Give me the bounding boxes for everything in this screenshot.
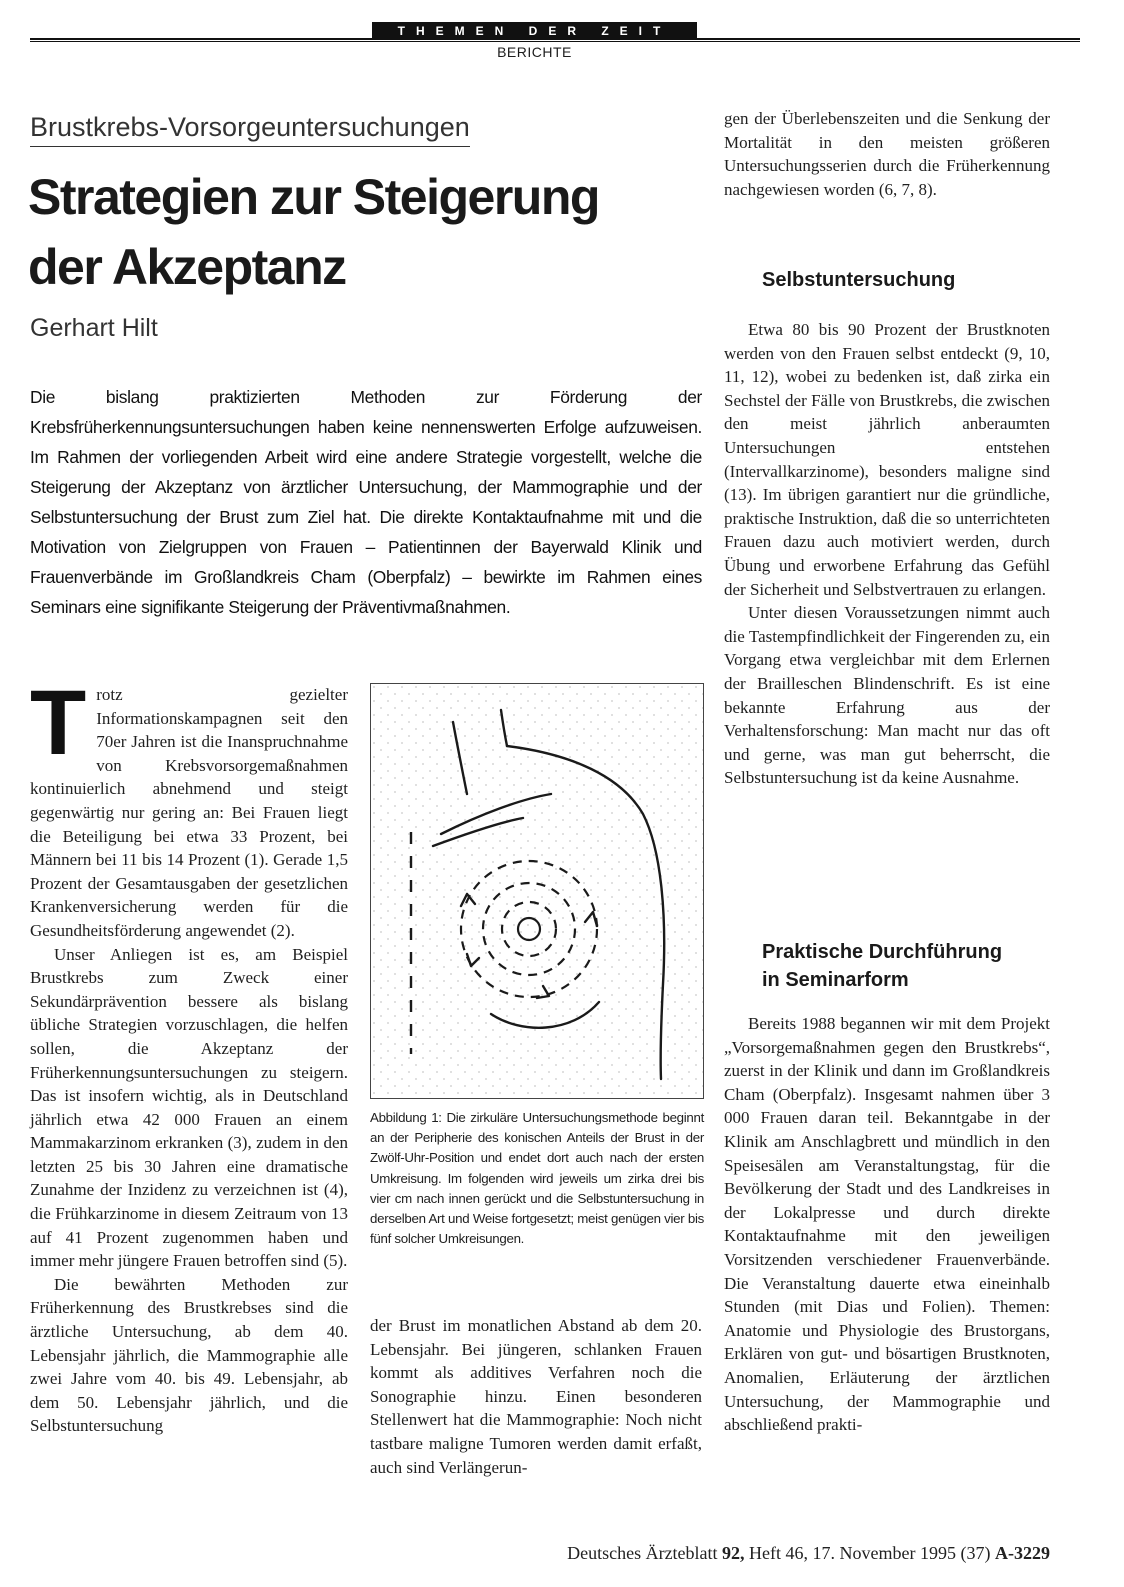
column-3-bottom xyxy=(724,1012,1050,1437)
article-title xyxy=(28,162,688,302)
heading-praktische-durchfuehrung xyxy=(762,938,1002,994)
column-3-mid xyxy=(724,318,1050,790)
figure-self-exam-illustration xyxy=(370,683,704,1099)
figure-caption: Abbildung 1: Die zirkuläre Untersuchungsmethode beginnt an der Peripherie des konischen Anteils der Brust in der Zwölf-Uhr-Position und endet dort auch nach der ersten Umkreisung. Im folgenden wird jeweils um zirka drei bis vier cm nach innen gerückt und die Selbstuntersuchung in derselben Art und Weise fortgesetzt; meist genügen vier bis fünf solcher Umkreisungen. xyxy=(370,1110,704,1247)
paragraph: rotz gezielter Informationskampagnen seit den 70er Jahren ist die Inanspruchnahme von Krebsvorsorgemaßnahmen kontinuierlich abnehmend und steigt gegenwärtig nur gering an: Bei Frauen liegt die Beteiligung bei etwa 33 Prozent, bei Männern bei 11 bis 14 Prozent (1). Gerade 1,5 Prozent der Gesamtausgaben der gesetzlichen Krankenversicherung werden für die Gesundheitsförderung angewendet (2). xyxy=(30,685,348,940)
article-lead: Die bislang praktizierten Methoden zur Förderung der Krebsfrüherkennungsuntersuchungen haben keine nennenswerten Erfolge aufzuweisen. Im Rahmen der vorliegenden Arbeit wird eine andere Strategie vorgestellt, welche die Steigerung der Akzeptanz von ärztlicher Untersuchung, der Mammographie und der Selbstuntersuchung der Brust zum Ziel hat. Die direkte Kontaktaufnahme mit und die Motivation von Zielgruppen von Frauen – Patientinnen der Bayerwald Klinik und Frauenverbände im Großlandkreis Cham (Oberpfalz) – bewirkte im Rahmen eines Seminars eine signifikante Steigerung der Präventivmaßnahmen. xyxy=(30,387,702,617)
paragraph: Unser Anliegen ist es, am Beispiel Brustkrebs zum Zweck einer Sekundärprävention bessere als bislang übliche Strategien vorzuschlagen, die helfen sollen, die Akzeptanz der Früherkennungsuntersuchungen zu steigern. Das ist insofern wichtig, als in Deutschland jährlich etwa 42 000 Frauen an einem Mammakarzinom erkranken (3), zudem in den letzten 25 bis 30 Jahren eine dramatische Zunahme der Inzidenz zu verzeichnen ist (4), die Frühkarzinome in diesem Zeitraum von 13 auf 41 Prozent zugenommen haben und immer mehr jüngere Frauen betroffen sind (5). xyxy=(30,944,348,1271)
paragraph: der Brust im monatlichen Abstand ab dem 20. Lebensjahr. Bei jüngeren, schlanken Frauen kommt als additives Verfahren noch die Sonographie hinzu. Einen besonderen Stellenwert hat die Mammographie: Noch nicht tastbare maligne Tumoren werden damit erfaßt, auch sind Verlängerun- xyxy=(370,1316,702,1477)
column-3-top xyxy=(724,107,1050,201)
drop-cap: T xyxy=(30,672,87,774)
heading-line-1: Praktische Durchführung xyxy=(762,941,1003,963)
page-number: A-3229 xyxy=(995,1543,1050,1563)
journal-volume: 92, xyxy=(722,1543,745,1563)
section-banner: THEMEN DER ZEIT xyxy=(372,22,697,40)
page-footer xyxy=(470,1543,1050,1564)
header-rule-thin xyxy=(30,41,1080,42)
column-1 xyxy=(30,672,348,1438)
title-line-1: Strategien zur Steigerung xyxy=(28,169,599,225)
journal-issue: Heft 46, 17. November 1995 (37) xyxy=(749,1543,991,1563)
subsection-label: BERICHTE xyxy=(497,44,572,60)
article-author: Gerhart Hilt xyxy=(30,314,158,342)
article-kicker: Brustkrebs-Vorsorgeuntersuchungen xyxy=(30,112,470,147)
title-line-2: der Akzeptanz xyxy=(28,239,346,295)
heading-line-2: in Seminarform xyxy=(762,969,909,991)
paragraph: Die bewährten Methoden zur Früherkennung des Brustkrebses sind die ärztliche Untersuchung, ab dem 40. Lebensjahr jährlich, die Mammographie alle zwei Jahre vom 40. bis 49. Lebensjahr, ab dem 50. Lebensjahr jährlich, und die Selbstuntersuchung xyxy=(30,1274,348,1436)
paragraph: Unter diesen Voraussetzungen nimmt auch die Tastempfindlichkeit der Fingerenden zu, ein Vorgang etwa vergleichbar mit dem Erlernen der Brailleschen Blindenschrift. Es ist eine bekannte Erfahrung aus der Verhaltensforschung: Man macht nur das oft und gerne, was man gut beherrscht, die Selbstuntersuchung ist da keine Ausnahme. xyxy=(724,603,1050,788)
breast-exam-drawing xyxy=(371,684,703,1098)
column-2 xyxy=(370,1314,702,1479)
paragraph: Etwa 80 bis 90 Prozent der Brustknoten werden von den Frauen selbst entdeckt (9, 10, 11, 12), wobei zu bedenken ist, daß zirka ein Sechstel der Fälle von Brustkrebs, die zwischen den meist jährlich anberaumten Untersuchungen entstehen (Intervallkarzinome), besonders maligne sind (13). Im übrigen garantiert nur die gründliche, praktische Instruktion, daß die so unterrichteten Frauen dazu auch motiviert werden, durch Übung und erworbene Erfahrung das Gefühl der Sicherheit und Selbstvertrauen zu erlangen. xyxy=(724,320,1050,599)
paragraph: Bereits 1988 begannen wir mit dem Projekt „Vorsorgemaßnahmen gegen den Brustkrebs“, zuerst in der Klinik und dann im Großlandkreis Cham (Oberpfalz). Insgesamt nahmen über 3 000 Frauen daran teil. Bekanntgabe in der Klinik am Anschlagbrett und mündlich in den Speisesälen am Veranstaltungstag, für die Bevölkerung der Stadt und des Landkreises in der Lokalpresse und durch direkte Kontaktaufnahme mit den jeweiligen Vorsitzenden verschiedener Frauenverbände. Die Veranstaltung dauerte etwa eineinhalb Stunden (mit Dias und Folien). Themen: Anatomie und Physiologie des Brustorgans, Erklären von gut- und bösartigen Brustknoten, Anomalien, Erläuterung der ärztlichen Untersuchung, der Mammographie und abschließend prakti- xyxy=(724,1014,1050,1435)
journal-name: Deutsches Ärzteblatt xyxy=(567,1543,718,1563)
heading-selbstuntersuchung: Selbstuntersuchung xyxy=(762,269,956,291)
paragraph: gen der Überlebenszeiten und die Senkung der Mortalität in den meisten größeren Untersuchungsserien durch die Früherkennung nachgewiesen worden (6, 7, 8). xyxy=(724,109,1050,199)
